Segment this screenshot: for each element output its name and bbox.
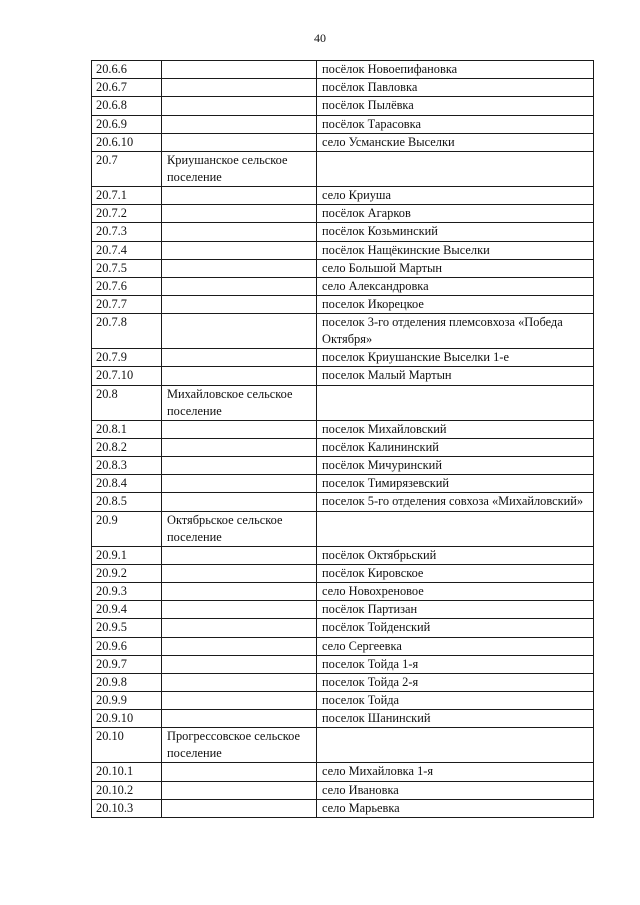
table-row	[92, 475, 594, 493]
row-settlement-cell	[162, 619, 317, 637]
row-locality-cell: поселок Тойда 2-я	[317, 673, 594, 691]
row-settlement-cell	[162, 564, 317, 582]
row-locality-cell: поселок Шанинский	[317, 710, 594, 728]
row-code-cell: 20.7.4	[92, 241, 162, 259]
table-row	[92, 314, 594, 349]
row-code-cell: 20.8.4	[92, 475, 162, 493]
row-settlement-cell	[162, 133, 317, 151]
row-settlement-cell	[162, 314, 317, 349]
row-locality-cell	[317, 728, 594, 763]
row-settlement-cell	[162, 493, 317, 511]
table-body	[92, 61, 594, 818]
row-settlement-cell	[162, 546, 317, 564]
row-code-cell: 20.9.5	[92, 619, 162, 637]
row-code-cell: 20.10	[92, 728, 162, 763]
row-locality-cell: посёлок Мичуринский	[317, 457, 594, 475]
row-settlement-cell	[162, 186, 317, 204]
row-locality-cell: посёлок Новоепифановка	[317, 61, 594, 79]
row-code-cell: 20.7.7	[92, 296, 162, 314]
row-code-cell: 20.7.8	[92, 314, 162, 349]
row-settlement-cell	[162, 259, 317, 277]
row-code-cell: 20.7.9	[92, 349, 162, 367]
table-row	[92, 438, 594, 456]
row-locality-cell: поселок Тимирязевский	[317, 475, 594, 493]
row-settlement-cell	[162, 97, 317, 115]
row-code-cell: 20.9.4	[92, 601, 162, 619]
table-row	[92, 241, 594, 259]
row-code-cell: 20.9.10	[92, 710, 162, 728]
table-row	[92, 296, 594, 314]
table-row	[92, 151, 594, 186]
row-settlement-cell	[162, 115, 317, 133]
row-settlement-cell	[162, 241, 317, 259]
settlements-table	[91, 60, 594, 818]
row-code-cell: 20.6.7	[92, 79, 162, 97]
table-row	[92, 710, 594, 728]
row-code-cell: 20.7.2	[92, 205, 162, 223]
row-locality-cell: село Михайловка 1-я	[317, 763, 594, 781]
row-code-cell: 20.10.1	[92, 763, 162, 781]
row-locality-cell: поселок Криушанские Выселки 1-е	[317, 349, 594, 367]
row-settlement-cell: Октябрьское сельское поселение	[162, 511, 317, 546]
row-locality-cell: посёлок Тарасовка	[317, 115, 594, 133]
row-locality-cell: село Криуша	[317, 186, 594, 204]
row-code-cell: 20.9.7	[92, 655, 162, 673]
row-locality-cell: поселок Михайловский	[317, 420, 594, 438]
row-settlement-cell	[162, 673, 317, 691]
row-locality-cell	[317, 385, 594, 420]
row-settlement-cell	[162, 223, 317, 241]
table-row	[92, 692, 594, 710]
row-settlement-cell	[162, 438, 317, 456]
row-locality-cell: село Александровка	[317, 277, 594, 295]
row-locality-cell: поселок Икорецкое	[317, 296, 594, 314]
row-locality-cell: село Новохреновое	[317, 582, 594, 600]
row-locality-cell: посёлок Павловка	[317, 79, 594, 97]
table-row	[92, 223, 594, 241]
table-row	[92, 637, 594, 655]
row-settlement-cell	[162, 296, 317, 314]
row-locality-cell: село Ивановка	[317, 781, 594, 799]
row-code-cell: 20.7	[92, 151, 162, 186]
row-code-cell: 20.6.6	[92, 61, 162, 79]
row-locality-cell: поселок Малый Мартын	[317, 367, 594, 385]
table-row	[92, 564, 594, 582]
table-row	[92, 493, 594, 511]
table-row	[92, 61, 594, 79]
table-row	[92, 601, 594, 619]
row-locality-cell: посёлок Пылёвка	[317, 97, 594, 115]
row-settlement-cell	[162, 277, 317, 295]
row-code-cell: 20.8.3	[92, 457, 162, 475]
table-row	[92, 673, 594, 691]
row-code-cell: 20.9.6	[92, 637, 162, 655]
row-locality-cell: посёлок Партизан	[317, 601, 594, 619]
row-settlement-cell	[162, 582, 317, 600]
row-code-cell: 20.7.6	[92, 277, 162, 295]
row-code-cell: 20.8.5	[92, 493, 162, 511]
row-settlement-cell	[162, 79, 317, 97]
row-locality-cell	[317, 151, 594, 186]
row-code-cell: 20.7.5	[92, 259, 162, 277]
table-row	[92, 619, 594, 637]
row-locality-cell: село Марьевка	[317, 799, 594, 817]
table-row	[92, 763, 594, 781]
row-code-cell: 20.7.10	[92, 367, 162, 385]
row-code-cell: 20.7.1	[92, 186, 162, 204]
table-row	[92, 205, 594, 223]
table-row	[92, 349, 594, 367]
row-locality-cell: посёлок Тойденский	[317, 619, 594, 637]
row-locality-cell: поселок Тойда 1-я	[317, 655, 594, 673]
row-locality-cell	[317, 511, 594, 546]
row-locality-cell: посёлок Калининский	[317, 438, 594, 456]
table-row	[92, 133, 594, 151]
row-settlement-cell	[162, 349, 317, 367]
row-locality-cell: посёлок Агарков	[317, 205, 594, 223]
row-code-cell: 20.10.3	[92, 799, 162, 817]
row-code-cell: 20.9.8	[92, 673, 162, 691]
row-settlement-cell	[162, 637, 317, 655]
table-row	[92, 546, 594, 564]
row-settlement-cell	[162, 61, 317, 79]
row-code-cell: 20.9.1	[92, 546, 162, 564]
row-locality-cell: поселок 3-го отделения племсовхоза «Победа Октября»	[317, 314, 594, 349]
row-code-cell: 20.6.10	[92, 133, 162, 151]
row-code-cell: 20.8	[92, 385, 162, 420]
table-row	[92, 799, 594, 817]
row-locality-cell: село Большой Мартын	[317, 259, 594, 277]
row-locality-cell: посёлок Кировское	[317, 564, 594, 582]
row-locality-cell: посёлок Нащёкинские Выселки	[317, 241, 594, 259]
row-settlement-cell: Прогрессовское сельское поселение	[162, 728, 317, 763]
row-settlement-cell: Криушанское сельское поселение	[162, 151, 317, 186]
table-row	[92, 457, 594, 475]
row-code-cell: 20.6.8	[92, 97, 162, 115]
row-settlement-cell	[162, 420, 317, 438]
row-code-cell: 20.7.3	[92, 223, 162, 241]
table-row	[92, 511, 594, 546]
table-row	[92, 79, 594, 97]
row-code-cell: 20.9	[92, 511, 162, 546]
row-settlement-cell	[162, 475, 317, 493]
row-settlement-cell	[162, 692, 317, 710]
table-row	[92, 655, 594, 673]
row-locality-cell: посёлок Октябрьский	[317, 546, 594, 564]
row-settlement-cell	[162, 601, 317, 619]
row-code-cell: 20.9.2	[92, 564, 162, 582]
row-locality-cell: село Усманские Выселки	[317, 133, 594, 151]
table-row	[92, 186, 594, 204]
row-locality-cell: поселок 5-го отделения совхоза «Михайловский»	[317, 493, 594, 511]
table-row	[92, 115, 594, 133]
row-settlement-cell	[162, 205, 317, 223]
row-locality-cell: поселок Тойда	[317, 692, 594, 710]
row-settlement-cell	[162, 781, 317, 799]
row-code-cell: 20.10.2	[92, 781, 162, 799]
table-row	[92, 582, 594, 600]
row-code-cell: 20.8.1	[92, 420, 162, 438]
table-row	[92, 277, 594, 295]
table-row	[92, 728, 594, 763]
row-settlement-cell	[162, 457, 317, 475]
row-settlement-cell: Михайловское сельское поселение	[162, 385, 317, 420]
table-row	[92, 385, 594, 420]
table-row	[92, 259, 594, 277]
row-locality-cell: село Сергеевка	[317, 637, 594, 655]
row-code-cell: 20.6.9	[92, 115, 162, 133]
table-row	[92, 367, 594, 385]
row-settlement-cell	[162, 763, 317, 781]
table-row	[92, 420, 594, 438]
page-number: 40	[314, 31, 326, 45]
row-settlement-cell	[162, 799, 317, 817]
row-code-cell: 20.8.2	[92, 438, 162, 456]
table-row	[92, 97, 594, 115]
row-locality-cell: посёлок Козьминский	[317, 223, 594, 241]
row-code-cell: 20.9.9	[92, 692, 162, 710]
row-settlement-cell	[162, 367, 317, 385]
row-code-cell: 20.9.3	[92, 582, 162, 600]
row-settlement-cell	[162, 655, 317, 673]
table-row	[92, 781, 594, 799]
row-settlement-cell	[162, 710, 317, 728]
